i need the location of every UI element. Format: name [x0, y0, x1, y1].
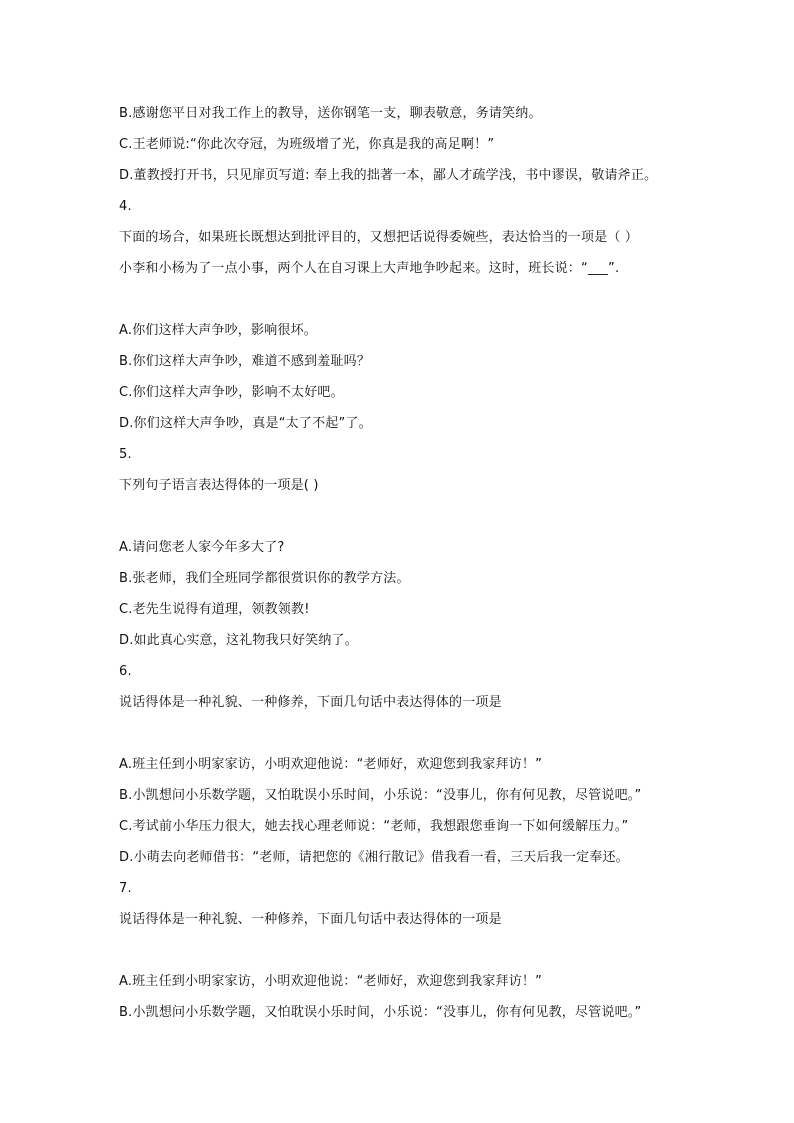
q5-option-d: D.如此真心实意，这礼物我只好笑纳了。	[119, 633, 358, 648]
q6-option-c: C.考试前小华压力很大，她去找心理老师说：“老师，我想跟您垂询一下如何缓解压力。”	[119, 819, 629, 834]
q4-option-d: D.你们这样大声争吵，真是“太了不起”了。	[119, 416, 372, 431]
q7-option-b: B.小凯想问小乐数学题，又怕耽误小乐时间，小乐说：“没事儿，你有何见教，尽管说吧。”	[119, 1005, 642, 1020]
q4-stem: 下面的场合，如果班长既想达到批评目的，又想把话说得委婉些，表达恰当的一项是（ ）	[119, 230, 639, 245]
q6-option-d: D.小萌去向老师借书：“老师，请把您的《湘行散记》借我看一看，三天后我一定奉还。	[119, 850, 629, 865]
q4-context: 小李和小杨为了一点小事，两个人在自习课上大声地争吵起来。这时，班长说：“___”.	[119, 261, 620, 276]
q6-number: 6.	[119, 664, 132, 679]
q7-stem: 说话得体是一种礼貌、一种修养，下面几句话中表达得体的一项是	[119, 912, 502, 927]
q3-option-b: B.感谢您平日对我工作上的教导，送你钢笔一支，聊表敬意，务请笑纳。	[119, 106, 542, 121]
q5-number: 5.	[119, 447, 132, 462]
q5-option-c: C.老先生说得有道理，领教领教!	[119, 602, 310, 617]
q7-number: 7.	[119, 881, 132, 896]
q6-option-a: A.班主任到小明家家访，小明欢迎他说：“老师好，欢迎您到我家拜访！”	[119, 757, 543, 772]
q6-stem: 说话得体是一种礼貌、一种修养，下面几句话中表达得体的一项是	[119, 695, 502, 710]
q6-option-b: B.小凯想问小乐数学题，又怕耽误小乐时间，小乐说：“没事儿，你有何见教，尽管说吧。”	[119, 788, 642, 803]
q5-stem: 下列句子语言表达得体的一项是( )	[119, 478, 319, 493]
q7-option-a: A.班主任到小明家家访，小明欢迎他说：“老师好，欢迎您到我家拜访！”	[119, 974, 543, 989]
q3-option-c: C.王老师说:“你此次夺冠，为班级增了光，你真是我的高足啊！”	[119, 137, 495, 152]
q4-option-c: C.你们这样大声争吵，影响不太好吧。	[119, 385, 344, 400]
q4-option-b: B.你们这样大声争吵，难道不感到羞耻吗？	[119, 354, 371, 369]
q3-option-d: D.董教授打开书，只见扉页写道: 奉上我的拙著一本，鄙人才疏学浅，书中谬误，敬请斧正。	[119, 168, 658, 183]
q5-option-a: A.请问您老人家今年多大了?	[119, 540, 285, 555]
q4-option-a: A.你们这样大声争吵，影响很坏。	[119, 323, 317, 338]
q5-option-b: B.张老师，我们全班同学都很赏识你的教学方法。	[119, 571, 410, 586]
q4-number: 4.	[119, 199, 132, 214]
